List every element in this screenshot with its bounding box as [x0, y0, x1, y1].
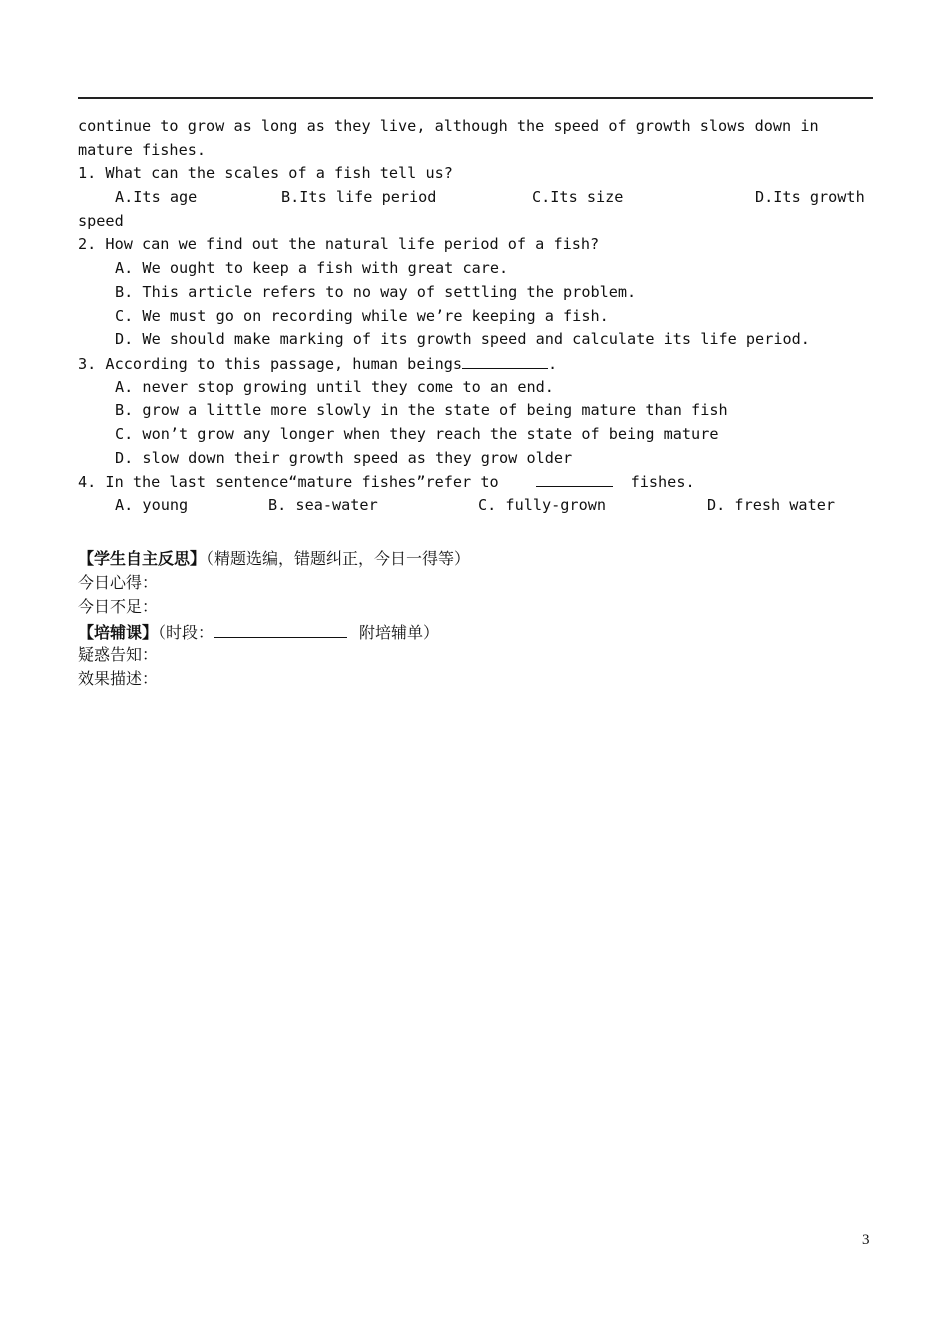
lack-label: 今日不足：: [78, 597, 159, 616]
question-4-options: [78, 494, 873, 518]
tutoring-suffix: 附培辅单）: [359, 623, 440, 642]
answer-blank: [462, 352, 548, 369]
effect-label: 效果描述：: [78, 669, 159, 688]
question-2-stem: 2. How can we find out the natural life period of a fish?: [78, 235, 600, 254]
option-d: D. fresh water: [707, 496, 836, 514]
header-rule: [78, 97, 873, 99]
option-b: B. This article refers to no way of settling the problem.: [115, 282, 637, 301]
stem-end: .: [548, 354, 558, 373]
stem-text: 3. According to this passage, human beings: [78, 354, 463, 373]
doubt-label: 疑惑告知：: [78, 645, 159, 664]
reflection-heading: [78, 547, 873, 571]
option-d-wrap: speed: [78, 211, 124, 230]
gain-label: 今日心得：: [78, 573, 159, 592]
option-b: B.Its life period: [281, 188, 437, 207]
time-blank: [214, 619, 347, 638]
option-d: D. We should make marking of its growth speed and calculate its life period.: [115, 330, 810, 349]
option-b: B. grow a little more slowly in the state of being mature than fish: [115, 401, 728, 420]
passage-line: mature fishes.: [78, 140, 207, 159]
reflection-note: （精题选编，错题纠正，今日一得等）: [206, 549, 471, 568]
tutoring-line: [78, 619, 873, 643]
option-c: C. We must go on recording while we’re keeping a fish.: [115, 306, 609, 325]
option-a: A. never stop growing until they come to an end.: [115, 377, 554, 396]
question-1-stem: 1. What can the scales of a fish tell us?: [78, 164, 453, 183]
reflection-title: 【学生自主反思】: [78, 549, 207, 568]
answer-blank: [536, 470, 613, 487]
option-a: A. young: [115, 496, 189, 514]
option-d: D.Its growth: [755, 188, 865, 207]
question-3-stem: [78, 352, 873, 376]
question-1-options: [78, 186, 873, 210]
option-a: A. We ought to keep a fish with great care.: [115, 259, 509, 278]
option-a: A.Its age: [115, 188, 198, 207]
stem-text: 4. In the last sentence“mature fishes”refer to: [78, 473, 499, 492]
tutoring-prefix: （时段：: [158, 623, 215, 642]
option-c: C.Its size: [532, 188, 624, 207]
question-section: [78, 115, 873, 518]
stem-end: fishes.: [630, 473, 695, 492]
page-number: 3: [862, 1232, 870, 1248]
question-4-stem: [78, 470, 873, 494]
tutoring-title: 【培辅课】: [78, 623, 159, 642]
option-c: C. fully-grown: [478, 496, 607, 514]
passage-line: continue to grow as long as they live, although the speed of growth slows down in: [78, 117, 819, 135]
reflection-section: [78, 547, 873, 691]
option-b: B. sea-water: [268, 496, 378, 514]
option-d: D. slow down their growth speed as they grow older: [115, 448, 573, 467]
option-c: C. won’t grow any longer when they reach the state of being mature: [115, 424, 719, 443]
